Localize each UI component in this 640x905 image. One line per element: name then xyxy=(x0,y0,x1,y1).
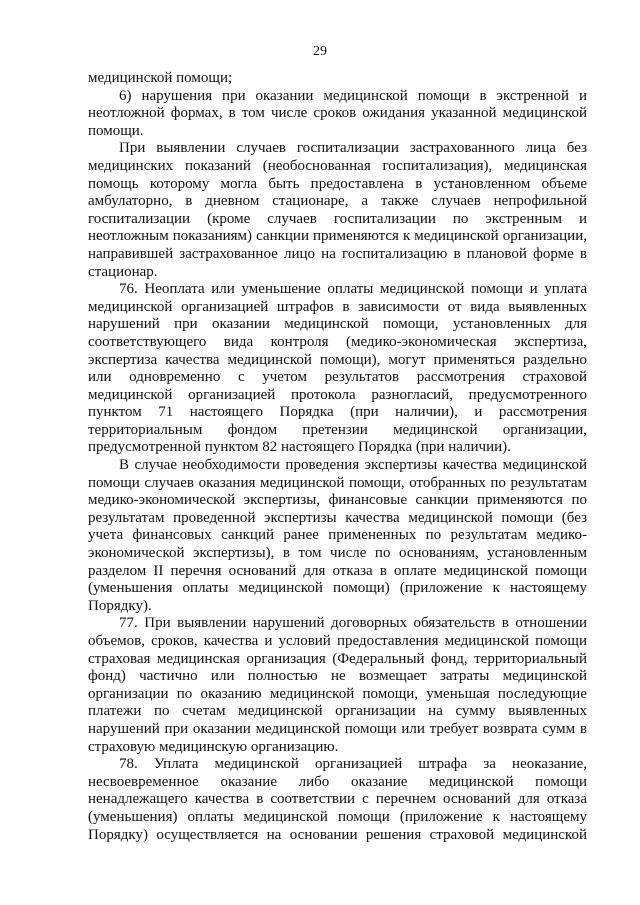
paragraph-unjustified-hospitalization: При выявлении случаев госпитализации застрахованного лица без медицинских показаний (необоснованная госпитализация), медицинская помощь которому могла быть предоставлена в установленном объеме амбулаторно, в дневном стационаре, а также случаев непрофильной госпитализации (кроме случаев госпитализации по экстренным и неотложным показаниям) санкции применяются к медицинской организации, направившей застрахованное лицо на госпитализацию в плановой форме в стационар. xyxy=(88,140,587,280)
paragraph-item-6: 6) нарушения при оказании медицинской помощи в экстренной и неотложной формах, в том числе сроков ожидания указанной медицинской помощи. xyxy=(88,87,587,139)
page-number: 29 xyxy=(313,44,327,59)
paragraph-77: 77. При выявлении нарушений договорных обязательств в отношении объемов, сроков, качества и условий предоставления медицинской помощи страховая медицинская организация (Федеральный фонд, территориальный фонд) частично или полностью не возмещает затраты медицинской организации по оказанию медицинской помощи, уменьшая последующие платежи по счетам медицинской организации на сумму выявленных нарушений при оказании медицинской помощи или требует возврата сумм в страховую медицинскую организацию. xyxy=(88,615,587,755)
paragraph-continuation: медицинской помощи; xyxy=(88,70,233,86)
paragraph-78: 78. Уплата медицинской организацией штрафа за неоказание, несвоевременное оказание либо оказание медицинской помощи ненадлежащего качества в соответствии с перечнем оснований для отказа (уменьшения) оплаты медицинской помощи (приложение к настоящему Порядку) осуществляется на основании решения страховой медицинской xyxy=(88,756,587,843)
document-body xyxy=(88,70,587,844)
paragraph-76: 76. Неоплата или уменьшение оплаты медицинской помощи и уплата медицинской организацией штрафов в зависимости от вида выявленных нарушений при оказании медицинской помощи, установленных для соответствующего вида контроля (медико-экономическая экспертиза, экспертиза качества медицинской помощи), могут применяться раздельно или одновременно с учетом результатов рассмотрения страховой медицинской организацией протокола разногласий, предусмотренного пунктом 71 настоящего Порядка (при наличии), и рассмотрения территориальным фондом претензии медицинской организации, предусмотренной пунктом 82 настоящего Порядка (при наличии). xyxy=(88,281,587,456)
paragraph-quality-expertise: В случае необходимости проведения экспертизы качества медицинской помощи случаев оказания медицинской помощи, отобранных по результатам медико-экономической экспертизы, финансовые санкции применяются по результатам проведенной экспертизы качества медицинской помощи (без учета финансовых санкций ранее примененных по результатам медико-экономической экспертизы), в том числе по основаниям, установленным разделом II перечня оснований для отказа в оплате медицинской помощи (уменьшения оплаты медицинской помощи) (приложение к настоящему Порядку). xyxy=(88,457,587,614)
